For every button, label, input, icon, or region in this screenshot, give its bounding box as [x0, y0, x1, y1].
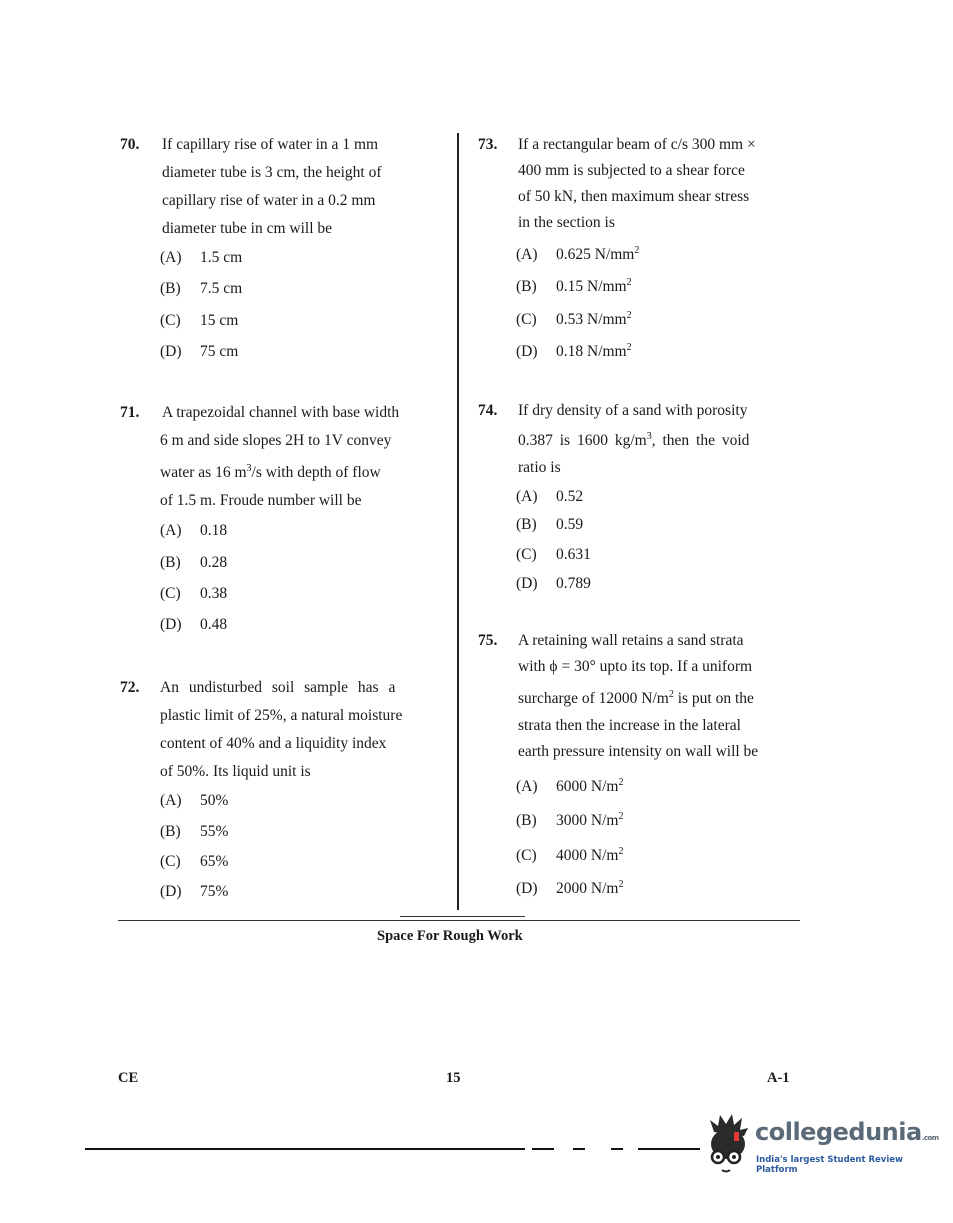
- question-text: 6 m and side slopes 2H to 1V convey: [160, 432, 392, 449]
- question-number: 70.: [120, 136, 140, 153]
- footer-dash: [611, 1148, 623, 1150]
- option-d: (D) 75%: [160, 883, 229, 900]
- option-a: (A) 0.625 $N/mm^2$: [516, 244, 640, 263]
- footer-set: A-1: [767, 1070, 790, 1086]
- option-b: (B) 0.59: [516, 516, 584, 533]
- page-number: 15: [446, 1070, 461, 1086]
- question-text: 0.387 is 1600 $kg/m^3$, then the void: [518, 430, 750, 449]
- option-b: (B) 55%: [160, 823, 229, 840]
- question-text: diameter tube in cm will be: [162, 220, 333, 237]
- question-number: 75.: [478, 632, 498, 649]
- option-b: (B) 0.15 $N/mm^2$: [516, 276, 632, 295]
- question-text: 400 mm is subjected to a shear force: [518, 162, 745, 179]
- option-d: (D) 2000 $N/m^2$: [516, 878, 624, 897]
- footer-code: CE: [118, 1070, 139, 1086]
- footer-rule: [85, 1148, 525, 1150]
- question-text: diameter tube is 3 cm, the height of: [162, 164, 382, 181]
- question-text: of 50%. Its liquid unit is: [160, 763, 311, 780]
- question-text: earth pressure intensity on wall will be: [518, 743, 759, 760]
- option-c: (C) 0.38: [160, 585, 228, 602]
- collegedunia-logo: [700, 1112, 939, 1182]
- option-c: (C) 15 cm: [160, 312, 239, 329]
- question-text: surcharge of 12000 $N/m^2$ is put on the: [518, 688, 754, 707]
- option-c: (C) 4000 $N/m^2$: [516, 845, 624, 864]
- question-number: 72.: [120, 679, 140, 696]
- question-text: capillary rise of water in a 0.2 mm: [162, 192, 376, 209]
- question-text: ratio is: [518, 459, 561, 476]
- question-number: 73.: [478, 136, 498, 153]
- question-text: with ϕ = 30° upto its top. If a uniform: [518, 658, 753, 675]
- option-d: (D) 0.18 $N/mm^2$: [516, 341, 632, 360]
- question-text: of 1.5 m. Froude number will be: [160, 492, 362, 509]
- question-text: A trapezoidal channel with base width: [162, 404, 400, 421]
- logo-tagline: India's largest Student Review Platform: [756, 1155, 903, 1175]
- option-a: (A) 0.52: [516, 488, 584, 505]
- question-text: If a rectangular beam of c/s 300 mm ×: [518, 136, 756, 153]
- question-number: 74.: [478, 402, 498, 419]
- logo-wordmark: collegedunia.com: [755, 1118, 939, 1146]
- option-a: (A) 50%: [160, 792, 229, 809]
- question-text: A retaining wall retains a sand strata: [518, 632, 744, 649]
- column-divider: [457, 133, 459, 910]
- question-text: plastic limit of 25%, a natural moisture: [160, 707, 403, 724]
- question-number: 71.: [120, 404, 140, 421]
- question-text: If capillary rise of water in a 1 mm: [162, 136, 379, 153]
- footer-dash: [532, 1148, 554, 1150]
- question-text: strata then the increase in the lateral: [518, 717, 741, 734]
- option-c: (C) 0.53 $N/mm^2$: [516, 309, 632, 328]
- option-b: (B) 3000 $N/m^2$: [516, 810, 624, 829]
- option-b: (B) 7.5 cm: [160, 280, 243, 297]
- question-text: of 50 kN, then maximum shear stress: [518, 188, 750, 205]
- option-a: (A) 1.5 cm: [160, 249, 243, 266]
- option-d: (D) 75 cm: [160, 343, 239, 360]
- rough-work-label: Space For Rough Work: [377, 928, 523, 944]
- option-b: (B) 0.28: [160, 554, 228, 571]
- question-text: in the section is: [518, 214, 615, 231]
- mascot-icon: [700, 1112, 756, 1182]
- option-a: (A) 0.18: [160, 522, 228, 539]
- footer-dash: [573, 1148, 585, 1150]
- rough-work-divider-top: [400, 916, 525, 917]
- question-text: content of 40% and a liquidity index: [160, 735, 387, 752]
- question-text: water as 16 $m^3/s$ with depth of flow: [160, 462, 381, 481]
- question-text: If dry density of a sand with porosity: [518, 402, 748, 419]
- option-c: (C) 65%: [160, 853, 229, 870]
- option-d: (D) 0.789: [516, 575, 591, 592]
- question-text: An undisturbed soil sample has a: [160, 679, 396, 696]
- option-a: (A) 6000 $N/m^2$: [516, 776, 624, 795]
- option-c: (C) 0.631: [516, 546, 591, 563]
- footer-dash: [638, 1148, 700, 1150]
- option-d: (D) 0.48: [160, 616, 228, 633]
- rough-work-divider: [118, 920, 800, 921]
